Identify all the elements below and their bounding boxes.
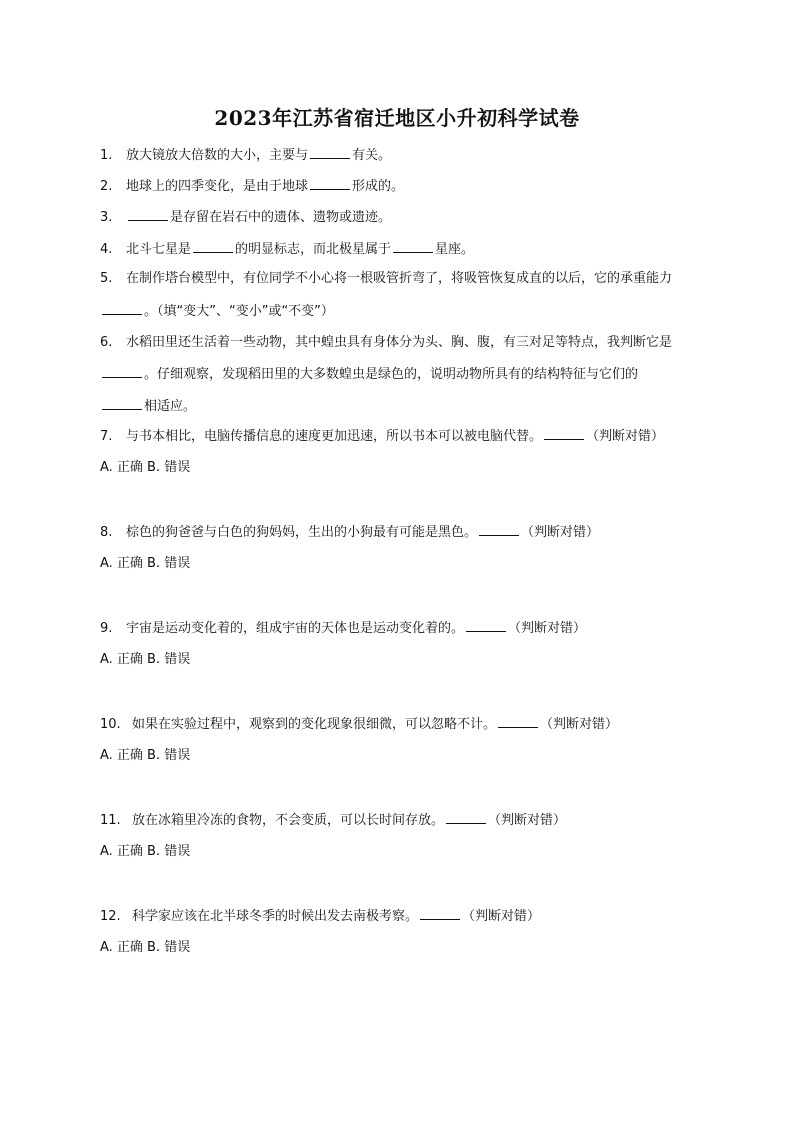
question-text: 。（填“变大”、“变小”或“不变”）: [144, 304, 334, 319]
question-number: 7.: [100, 429, 113, 444]
question-text: 北斗七星是: [126, 242, 192, 257]
question-number: 4.: [100, 242, 113, 257]
question-line: [100, 240, 474, 259]
question-number: 5.: [100, 271, 113, 286]
question-number: 6.: [100, 335, 113, 350]
question-number: 9.: [100, 621, 113, 636]
answer-blank[interactable]: [310, 177, 350, 190]
question-text: 与书本相比，电脑传播信息的速度更加迅速，所以书本可以被电脑代替。: [126, 429, 543, 444]
question-text: 形成的。: [352, 179, 405, 194]
question-line: [100, 397, 196, 416]
answer-blank[interactable]: [102, 302, 142, 315]
question-number: 10.: [100, 717, 121, 732]
answer-blank[interactable]: [479, 523, 519, 536]
question-number: 1.: [100, 148, 113, 163]
question-text: 宇宙是运动变化着的，组成宇宙的天体也是运动变化着的。: [126, 621, 465, 636]
question-text: （判断对错）: [462, 909, 541, 924]
answer-blank[interactable]: [498, 715, 538, 728]
question-line: [100, 523, 599, 542]
question-number: 11.: [100, 813, 121, 828]
answer-blank[interactable]: [128, 208, 168, 221]
answer-blank[interactable]: [310, 146, 350, 159]
question-text: 科学家应该在北半球冬季的时候出发去南极考察。: [132, 909, 419, 924]
question-text: 。仔细观察，发现稻田里的大多数蝗虫是绿色的，说明动物所具有的结构特征与它们的: [144, 367, 639, 382]
answer-options[interactable]: A. 正确 B. 错误: [100, 940, 191, 955]
question-line: [100, 177, 404, 196]
question-text: 相适应。: [144, 399, 197, 414]
question-line: [100, 715, 618, 734]
question-text: 有关。: [352, 148, 392, 163]
answer-blank[interactable]: [420, 907, 460, 920]
answer-blank[interactable]: [102, 365, 142, 378]
question-text: 如果在实验过程中，观察到的变化现象很细微，可以忽略不计。: [132, 717, 497, 732]
question-number: 8.: [100, 525, 113, 540]
answer-blank[interactable]: [446, 811, 486, 824]
answer-options[interactable]: A. 正确 B. 错误: [100, 652, 191, 667]
question-text: 水稻田里还生活着一些动物，其中蝗虫具有身体分为头、胸、腹，有三对足等特点，我判断它是: [126, 335, 673, 350]
answer-blank[interactable]: [102, 397, 142, 410]
question-text: （判断对错）: [508, 621, 587, 636]
question-text: 是存留在岩石中的遗体、遗物或遗迹。: [170, 210, 392, 225]
answer-options[interactable]: A. 正确 B. 错误: [100, 844, 191, 859]
answer-options[interactable]: A. 正确 B. 错误: [100, 460, 191, 475]
question-number: 3.: [100, 210, 113, 225]
answer-options[interactable]: A. 正确 B. 错误: [100, 556, 191, 571]
question-number: 2.: [100, 179, 113, 194]
question-line: [100, 302, 334, 321]
question-text: （判断对错）: [586, 429, 665, 444]
question-text: 地球上的四季变化，是由于地球: [126, 179, 309, 194]
question-line: [100, 427, 664, 446]
question-text: 星座。: [435, 242, 475, 257]
answer-blank[interactable]: [544, 427, 584, 440]
question-line: [100, 619, 586, 638]
answer-options[interactable]: A. 正确 B. 错误: [100, 748, 191, 763]
question-text: （判断对错）: [488, 813, 567, 828]
question-number: 12.: [100, 909, 121, 924]
question-text: 放大镜放大倍数的大小，主要与: [126, 148, 309, 163]
question-line: [100, 146, 391, 165]
question-line: [100, 907, 540, 926]
question-text: 的明显标志，而北极星属于: [235, 242, 392, 257]
answer-blank[interactable]: [193, 240, 233, 253]
answer-blank[interactable]: [393, 240, 433, 253]
question-line: [100, 208, 391, 227]
question-text: 放在冰箱里冷冻的食物，不会变质，可以长时间存放。: [132, 813, 445, 828]
page-title: 2023年江苏省宿迁地区小升初科学试卷: [214, 106, 580, 130]
question-line: [100, 365, 638, 384]
question-text: （判断对错）: [521, 525, 600, 540]
question-text: 在制作塔台模型中，有位同学不小心将一根吸管折弯了，将吸管恢复成直的以后，它的承重能力: [126, 271, 673, 286]
question-text: 棕色的狗爸爸与白色的狗妈妈，生出的小狗最有可能是黑色。: [126, 525, 478, 540]
question-line: [100, 334, 672, 352]
question-line: [100, 811, 566, 830]
question-text: （判断对错）: [540, 717, 619, 732]
question-line: [100, 270, 672, 288]
answer-blank[interactable]: [466, 619, 506, 632]
